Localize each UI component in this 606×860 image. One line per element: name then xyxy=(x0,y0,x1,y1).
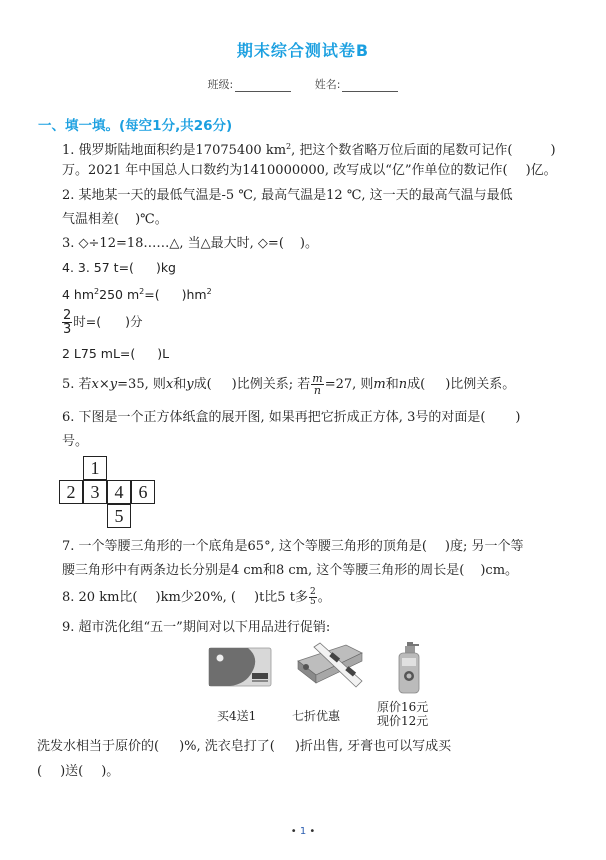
section-title: 一、填一填。(每空1分,共26分) xyxy=(38,118,233,134)
question-4b: 4 $hm^2250$ $m^2=$( )$hm^2$ xyxy=(62,287,212,302)
cube-net-diagram xyxy=(59,456,159,528)
name-blank[interactable] xyxy=(342,80,398,92)
student-info xyxy=(0,76,606,92)
question-3: 3. ◇÷12=18……△, 当△最大时, ◇=( )。 xyxy=(62,236,318,251)
laundry-soap-image xyxy=(208,646,272,688)
net-cell-5: 5 xyxy=(107,504,131,528)
class-field xyxy=(208,76,292,92)
question-9-line-1: 洗发水相当于原价的( )%, 洗衣皂打了( )折出售, 牙膏也可以写成买 xyxy=(37,739,452,754)
laundry-soap-icon xyxy=(208,646,272,688)
net-cell-4: 4 xyxy=(107,480,131,504)
question-9-intro: 9. 超市洗化组“五一”期间对以下用品进行促销: xyxy=(62,620,331,635)
shampoo-icon xyxy=(396,642,422,694)
page-number: • 1 • xyxy=(290,826,316,837)
toothpaste-image xyxy=(296,641,366,691)
question-2-line-1: 2. 某地某一天的最低气温是-5 ℃, 最高气温是12 ℃, 这一天的最高气温与最低 xyxy=(62,188,513,203)
toothpaste-icon xyxy=(296,641,366,691)
question-6-line-1: 6. 下图是一个正方体纸盒的展开图, 如果再把它折成正方体, 3号的对面是( ) xyxy=(62,410,521,425)
net-cell-1: 1 xyxy=(83,456,107,480)
laundry-soap-caption: 买4送1 xyxy=(217,709,257,723)
question-1-line-2: 万。2021 年中国总人口数约为1410000000, 改写成以“亿”作单位的数记作( )亿。 xyxy=(62,163,557,178)
fraction-two-thirds: $\frac{2}{3}$ xyxy=(63,308,72,337)
question-2-line-2: 气温相差( )℃。 xyxy=(62,212,168,227)
question-4c: $\frac{2}{3}$ 时=( )分 xyxy=(63,308,143,337)
name-field xyxy=(315,76,399,92)
question-8: 8. 20 km比( )km少20%, ( )t比5 t多 $\frac{2}{5}$ 。 xyxy=(62,587,331,607)
question-6-line-2: 号。 xyxy=(62,434,89,449)
question-5: 5. 若x×y=35, 则x和y成( )比例关系; 若 $\frac{m}{n}$ =27, 则m和n成( )比例关系。 xyxy=(62,372,516,397)
question-7-line-2: 腰三角形中有两条边长分别是4 cm和8 cm, 这个等腰三角形的周长是( )cm。 xyxy=(62,563,519,578)
class-blank[interactable] xyxy=(235,80,291,92)
shampoo-image xyxy=(396,642,422,694)
class-label: 班级: xyxy=(207,78,234,91)
fraction-m-over-n: $\frac{m}{n}$ xyxy=(312,372,323,397)
page-title: 期末综合测试卷B xyxy=(236,41,370,60)
question-4a: 4. 3. 57 t=( )kg xyxy=(62,260,176,275)
net-cell-3: 3 xyxy=(83,480,107,504)
name-label: 姓名: xyxy=(314,78,341,91)
shampoo-caption-original: 原价16元 xyxy=(377,700,429,714)
question-4d: 2 L75 mL=( )L xyxy=(62,346,170,361)
question-1-line-1: 1. 俄罗斯陆地面积约是17075400 $km^2$, 把这个数省略万位后面的尾数可记作( ) xyxy=(62,142,556,158)
net-cell-2: 2 xyxy=(59,480,83,504)
net-cell-6: 6 xyxy=(131,480,155,504)
fraction-two-fifths: $\frac{2}{5}$ xyxy=(309,587,316,607)
toothpaste-caption: 七折优惠 xyxy=(292,709,341,723)
shampoo-caption-current: 现价12元 xyxy=(377,714,429,728)
question-7-line-1: 7. 一个等腰三角形的一个底角是65°, 这个等腰三角形的顶角是( )度; 另一个等 xyxy=(62,539,524,554)
question-9-line-2: ( )送( )。 xyxy=(37,764,120,779)
